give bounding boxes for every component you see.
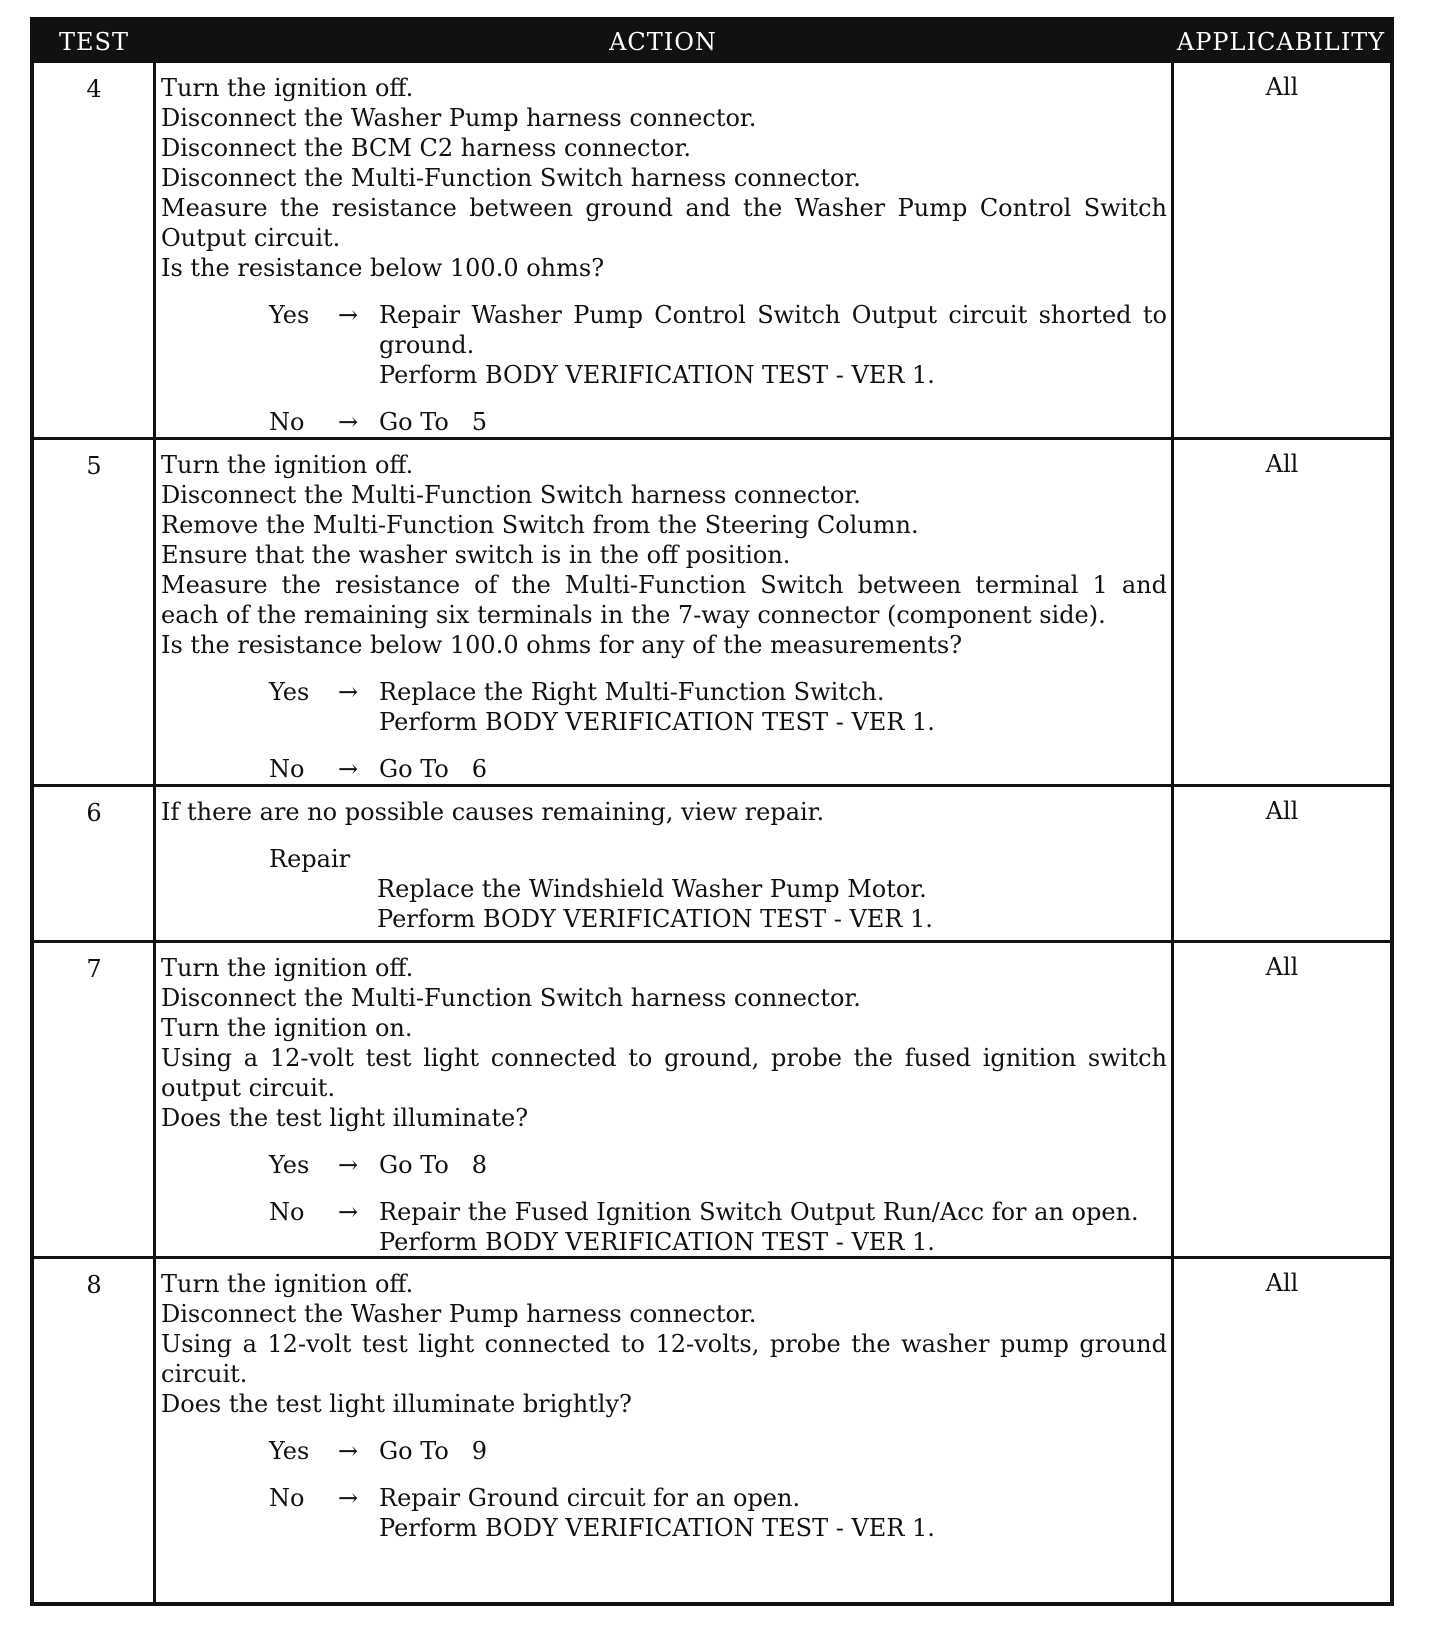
action-step: Disconnect the BCM C2 harness connector. — [161, 134, 691, 162]
yes-label: Yes — [269, 1151, 310, 1179]
action-step: Turn the ignition off. — [161, 74, 414, 102]
action-step: Disconnect the Multi-Function Switch harness connector. — [161, 164, 861, 192]
result-line: Go To 6 — [379, 755, 487, 783]
applicability: All — [1265, 73, 1299, 101]
applicability: All — [1265, 953, 1299, 981]
action-cell — [161, 1269, 1167, 1543]
result-line: Perform BODY VERIFICATION TEST - VER 1. — [379, 1228, 935, 1256]
table-row — [34, 784, 1390, 940]
yes-branch — [161, 677, 1167, 737]
header-test: TEST — [59, 28, 129, 56]
yes-label: Yes — [269, 301, 310, 329]
no-result — [379, 407, 1167, 437]
result-line: Perform BODY VERIFICATION TEST - VER 1. — [379, 1514, 935, 1542]
applicability: All — [1265, 797, 1299, 825]
yes-label: Yes — [269, 1437, 310, 1465]
right-arrow-icon: → — [337, 755, 359, 783]
yes-branch — [161, 1150, 1167, 1180]
no-result — [379, 1483, 1167, 1543]
action-step: Turn the ignition off. — [161, 954, 414, 982]
right-arrow-icon: → — [337, 1198, 359, 1226]
result-line: Perform BODY VERIFICATION TEST - VER 1. — [379, 361, 935, 389]
yes-branch — [161, 1436, 1167, 1466]
test-number: 7 — [86, 955, 102, 983]
action-step: Remove the Multi-Function Switch from the Steering Column. — [161, 511, 919, 539]
action-step: Disconnect the Washer Pump harness connector. — [161, 104, 757, 132]
yes-result — [379, 1150, 1167, 1180]
table-row — [34, 940, 1390, 1256]
yes-label: Yes — [269, 678, 310, 706]
no-result — [379, 1197, 1167, 1257]
right-arrow-icon: → — [337, 1484, 359, 1512]
test-number: 6 — [86, 799, 102, 827]
result-line: Go To 8 — [379, 1151, 487, 1179]
action-step: Does the test light illuminate brightly? — [161, 1390, 632, 1418]
header-applicability: APPLICABILITY — [1176, 28, 1386, 56]
no-label: No — [269, 1484, 305, 1512]
no-branch — [161, 754, 1167, 784]
action-cell — [161, 797, 1167, 934]
repair-lines — [269, 874, 1167, 934]
no-branch — [161, 1483, 1167, 1543]
action-step: Disconnect the Multi-Function Switch harness connector. — [161, 984, 861, 1012]
result-line: Go To 5 — [379, 408, 487, 436]
action-cell — [161, 450, 1167, 784]
repair-line: Replace the Windshield Washer Pump Motor. — [377, 875, 927, 903]
action-step: Measure the resistance of the Multi-Function Switch between terminal 1 and each of the remaining six terminals in the 7-way connector (component side). — [161, 571, 1167, 629]
right-arrow-icon: → — [337, 678, 359, 706]
right-arrow-icon: → — [337, 1151, 359, 1179]
action-cell — [161, 73, 1167, 437]
table-row — [34, 437, 1390, 784]
result-line: Repair the Fused Ignition Switch Output Run/Acc for an open. — [379, 1198, 1139, 1226]
action-step: Ensure that the washer switch is in the off position. — [161, 541, 791, 569]
no-branch — [161, 407, 1167, 437]
right-arrow-icon: → — [337, 1437, 359, 1465]
action-step: Does the test light illuminate? — [161, 1104, 529, 1132]
right-arrow-icon: → — [337, 408, 359, 436]
right-arrow-icon: → — [337, 301, 359, 329]
action-step: Using a 12-volt test light connected to 12-volts, probe the washer pump ground circuit. — [161, 1330, 1167, 1388]
action-step: Measure the resistance between ground and the Washer Pump Control Switch Output circuit. — [161, 194, 1167, 252]
yes-result — [379, 300, 1167, 390]
repair-line: Perform BODY VERIFICATION TEST - VER 1. — [377, 905, 933, 933]
yes-result — [379, 677, 1167, 737]
applicability: All — [1265, 450, 1299, 478]
action-step: Disconnect the Multi-Function Switch harness connector. — [161, 481, 861, 509]
repair-block — [161, 844, 1167, 934]
diagnostic-test-table — [30, 17, 1394, 1606]
action-step: Using a 12-volt test light connected to ground, probe the fused ignition switch output circuit. — [161, 1044, 1167, 1102]
test-number: 5 — [86, 452, 102, 480]
action-step: Turn the ignition off. — [161, 1270, 414, 1298]
action-step: If there are no possible causes remaining, view repair. — [161, 798, 825, 826]
test-number: 4 — [86, 75, 102, 103]
header-action: ACTION — [609, 28, 717, 56]
action-step: Is the resistance below 100.0 ohms? — [161, 254, 605, 282]
no-label: No — [269, 408, 305, 436]
action-step: Turn the ignition off. — [161, 451, 414, 479]
no-label: No — [269, 1198, 305, 1226]
yes-branch — [161, 300, 1167, 390]
test-number: 8 — [86, 1271, 102, 1299]
repair-label: Repair — [269, 845, 351, 873]
result-line: Repair Ground circuit for an open. — [379, 1484, 801, 1512]
action-step: Turn the ignition on. — [161, 1014, 413, 1042]
action-step: Is the resistance below 100.0 ohms for any of the measurements? — [161, 631, 963, 659]
no-branch — [161, 1197, 1167, 1257]
result-line: Replace the Right Multi-Function Switch. — [379, 678, 885, 706]
applicability: All — [1265, 1269, 1299, 1297]
no-result — [379, 754, 1167, 784]
action-cell — [161, 953, 1167, 1257]
no-label: No — [269, 755, 305, 783]
result-line: Repair Washer Pump Control Switch Output circuit shorted to ground. — [379, 301, 1167, 359]
action-step: Disconnect the Washer Pump harness connector. — [161, 1300, 757, 1328]
table-header — [34, 21, 1390, 63]
table-row — [34, 63, 1390, 437]
table-row — [34, 1256, 1390, 1602]
result-line: Perform BODY VERIFICATION TEST - VER 1. — [379, 708, 935, 736]
yes-result — [379, 1436, 1167, 1466]
result-line: Go To 9 — [379, 1437, 487, 1465]
